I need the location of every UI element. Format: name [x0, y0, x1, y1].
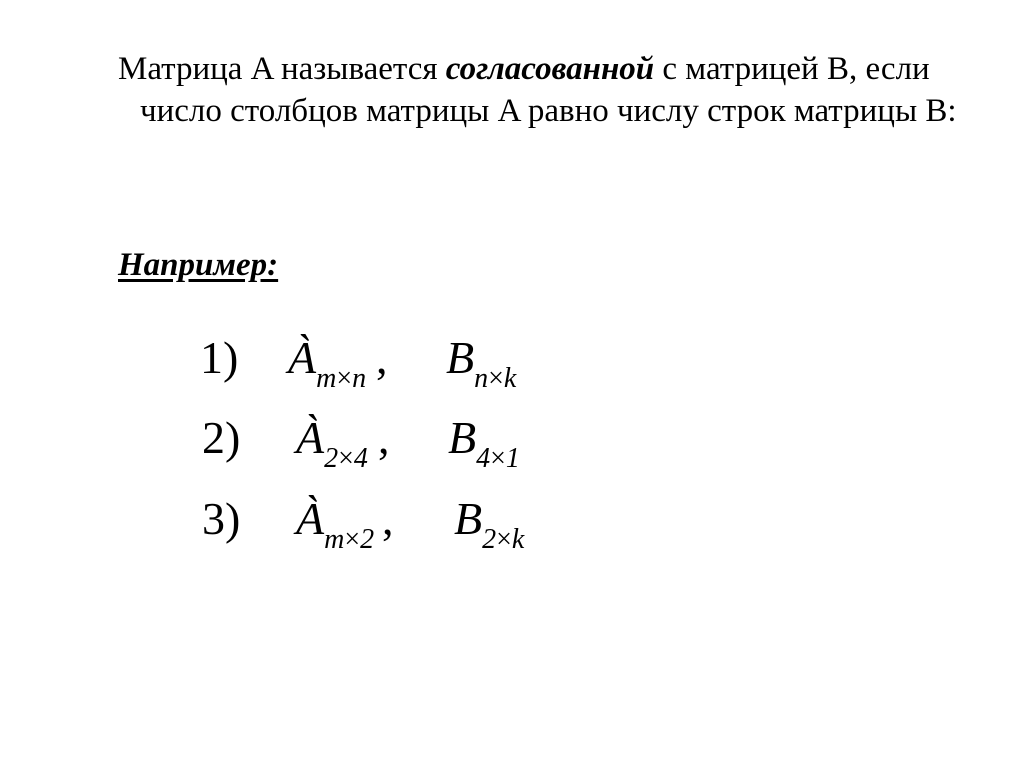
matrix-b-dimensions — [474, 363, 516, 394]
definition-text-start: Матрица A называется — [118, 51, 446, 87]
matrix-a-letter: À — [288, 332, 317, 383]
dim-cols: k — [503, 363, 517, 394]
matrix-a-expression — [296, 484, 374, 561]
matrix-b-letter: B — [446, 332, 475, 383]
dim-rows: m — [316, 363, 337, 394]
times-sign: × — [336, 363, 353, 394]
separator-comma: , — [376, 332, 388, 383]
dim-rows: n — [474, 363, 489, 394]
dim-rows: 2 — [482, 524, 497, 555]
times-sign: × — [338, 443, 354, 474]
matrix-a-dimensions — [324, 524, 374, 555]
example-row-2 — [202, 403, 542, 473]
times-sign: × — [490, 443, 506, 474]
times-sign: × — [344, 524, 361, 555]
example-heading: Например: — [118, 247, 279, 283]
matrix-b-letter: B — [454, 493, 483, 544]
dim-rows: m — [324, 524, 345, 555]
dim-rows: 2 — [324, 443, 339, 474]
matrix-a-letter: À — [296, 412, 325, 463]
matrix-b-expression — [448, 403, 520, 480]
matrix-b-expression — [446, 323, 516, 400]
matrix-a-expression — [296, 403, 368, 480]
definition-text-end: с матрицей B, если число столбцов матрицы A равно числу строк матрицы B: — [140, 51, 957, 129]
separator-comma: , — [378, 412, 390, 463]
dim-cols: 2 — [360, 524, 375, 555]
matrix-b-letter: B — [448, 412, 477, 463]
dim-cols: 1 — [505, 443, 520, 474]
dim-rows: 4 — [476, 443, 491, 474]
matrix-a-expression — [288, 323, 366, 400]
example-row-3 — [202, 484, 542, 554]
example-row-1 — [200, 323, 540, 393]
times-sign: × — [488, 363, 504, 394]
matrix-b-dimensions — [482, 524, 524, 555]
definition-emphasis: согласованной — [445, 51, 655, 87]
times-sign: × — [496, 524, 512, 555]
dim-cols: n — [352, 363, 367, 394]
matrix-b-dimensions — [476, 443, 520, 474]
matrix-a-letter: À — [296, 493, 325, 544]
example-number: 1) — [200, 332, 239, 383]
dim-cols: k — [511, 524, 525, 555]
matrix-a-dimensions — [316, 363, 366, 394]
example-number: 2) — [202, 412, 241, 463]
matrix-b-expression — [454, 484, 524, 561]
matrix-a-dimensions — [324, 443, 368, 474]
example-number: 3) — [202, 493, 241, 544]
separator-comma: , — [382, 493, 394, 544]
dim-cols: 4 — [353, 443, 368, 474]
